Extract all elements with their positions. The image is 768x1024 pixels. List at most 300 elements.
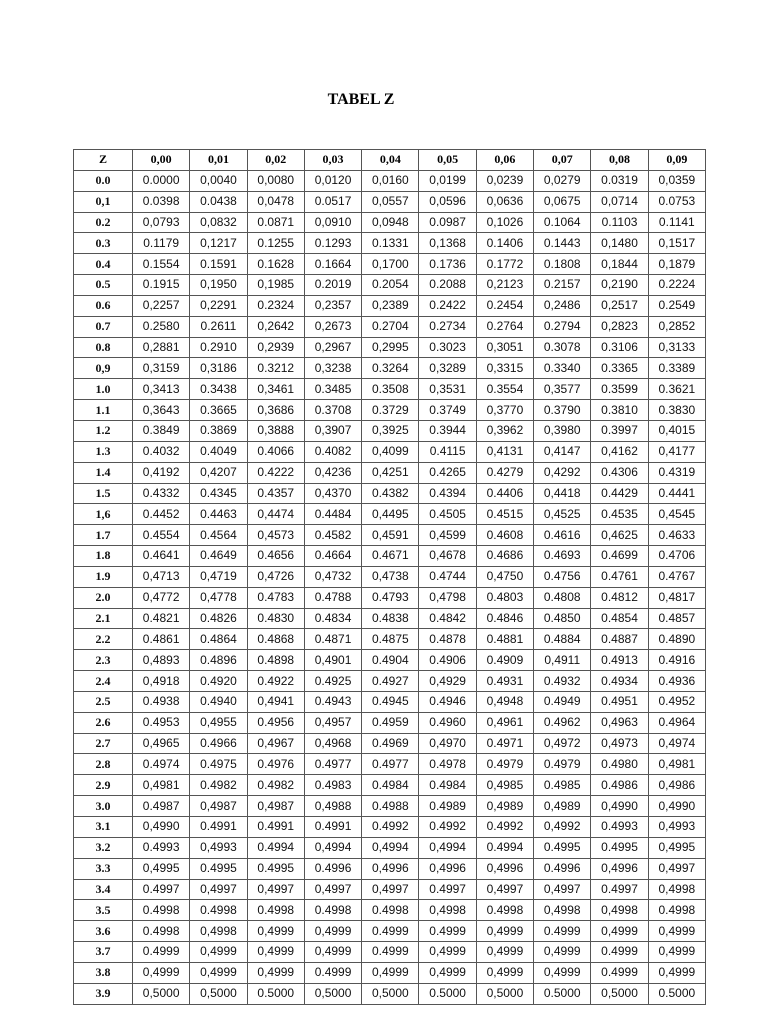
probability-cell: 0.4788 bbox=[304, 587, 361, 608]
probability-cell: 0,4999 bbox=[648, 921, 705, 942]
table-body bbox=[74, 170, 706, 1004]
probability-cell: 0.4686 bbox=[476, 546, 533, 567]
probability-cell: 0.4932 bbox=[534, 671, 591, 692]
table-row bbox=[74, 212, 706, 233]
probability-cell: 0.4991 bbox=[304, 817, 361, 838]
probability-cell: 0.3944 bbox=[419, 420, 476, 441]
probability-cell: 0.2704 bbox=[362, 316, 419, 337]
probability-cell: 0.3869 bbox=[190, 420, 247, 441]
table-row bbox=[74, 921, 706, 942]
probability-cell: 0,3315 bbox=[476, 358, 533, 379]
probability-cell: 0,4994 bbox=[362, 837, 419, 858]
probability-cell: 0.1736 bbox=[419, 254, 476, 275]
z-value-cell: 3.9 bbox=[74, 983, 133, 1004]
z-value-cell: 0.5 bbox=[74, 275, 133, 296]
z-table bbox=[73, 149, 706, 1005]
probability-cell: 0,4986 bbox=[648, 775, 705, 796]
probability-cell: 0.4976 bbox=[247, 754, 304, 775]
probability-cell: 0.4998 bbox=[476, 900, 533, 921]
probability-cell: 0.4983 bbox=[304, 775, 361, 796]
probability-cell: 0,0636 bbox=[476, 191, 533, 212]
probability-cell: 0,4893 bbox=[133, 650, 190, 671]
probability-cell: 0.4693 bbox=[534, 546, 591, 567]
z-value-cell: 0.7 bbox=[74, 316, 133, 337]
column-header: 0,00 bbox=[133, 150, 190, 171]
probability-cell: 0.2324 bbox=[247, 295, 304, 316]
probability-cell: 0.0987 bbox=[419, 212, 476, 233]
probability-cell: 0,0199 bbox=[419, 170, 476, 191]
table-row bbox=[74, 525, 706, 546]
probability-cell: 0,3238 bbox=[304, 358, 361, 379]
probability-cell: 0.2454 bbox=[476, 295, 533, 316]
probability-cell: 0,4955 bbox=[190, 712, 247, 733]
probability-cell: 0.4953 bbox=[133, 712, 190, 733]
probability-cell: 0.3849 bbox=[133, 420, 190, 441]
probability-cell: 0.4999 bbox=[362, 921, 419, 942]
probability-cell: 0,4525 bbox=[534, 504, 591, 525]
probability-cell: 0.3078 bbox=[534, 337, 591, 358]
table-row bbox=[74, 483, 706, 504]
table-row bbox=[74, 608, 706, 629]
probability-cell: 0.4279 bbox=[476, 462, 533, 483]
probability-cell: 0,0239 bbox=[476, 170, 533, 191]
probability-cell: 0,4999 bbox=[419, 942, 476, 963]
z-value-cell: 1.3 bbox=[74, 441, 133, 462]
probability-cell: 0.4406 bbox=[476, 483, 533, 504]
probability-cell: 0.4951 bbox=[591, 691, 648, 712]
probability-cell: 0,1217 bbox=[190, 233, 247, 254]
probability-cell: 0.4943 bbox=[304, 691, 361, 712]
z-value-cell: 3.0 bbox=[74, 796, 133, 817]
probability-cell: 0.1406 bbox=[476, 233, 533, 254]
probability-cell: 0,4545 bbox=[648, 504, 705, 525]
probability-cell: 0.4996 bbox=[304, 858, 361, 879]
probability-cell: 0.4997 bbox=[133, 879, 190, 900]
probability-cell: 0.4994 bbox=[476, 837, 533, 858]
probability-cell: 0,4901 bbox=[304, 650, 361, 671]
probability-cell: 0,3186 bbox=[190, 358, 247, 379]
probability-cell: 0.4854 bbox=[591, 608, 648, 629]
probability-cell: 0,3289 bbox=[419, 358, 476, 379]
table-row bbox=[74, 796, 706, 817]
probability-cell: 0,4981 bbox=[133, 775, 190, 796]
probability-cell: 0.1915 bbox=[133, 275, 190, 296]
probability-cell: 0.4864 bbox=[190, 629, 247, 650]
probability-cell: 0.4962 bbox=[534, 712, 591, 733]
probability-cell: 0,5000 bbox=[476, 983, 533, 1004]
probability-cell: 0,4251 bbox=[362, 462, 419, 483]
probability-cell: 0.2088 bbox=[419, 275, 476, 296]
probability-cell: 0.0871 bbox=[247, 212, 304, 233]
probability-cell: 0,4998 bbox=[534, 900, 591, 921]
probability-cell: 0.4993 bbox=[591, 817, 648, 838]
probability-cell: 0.4979 bbox=[476, 754, 533, 775]
table-row bbox=[74, 504, 706, 525]
probability-cell: 0,4370 bbox=[304, 483, 361, 504]
probability-cell: 0.4582 bbox=[304, 525, 361, 546]
probability-cell: 0,3133 bbox=[648, 337, 705, 358]
probability-cell: 0.4484 bbox=[304, 504, 361, 525]
probability-cell: 0,3925 bbox=[362, 420, 419, 441]
probability-cell: 0.0398 bbox=[133, 191, 190, 212]
probability-cell: 0,2852 bbox=[648, 316, 705, 337]
probability-cell: 0.4699 bbox=[591, 546, 648, 567]
probability-cell: 0,4997 bbox=[190, 879, 247, 900]
z-value-cell: 1.9 bbox=[74, 566, 133, 587]
table-row bbox=[74, 379, 706, 400]
probability-cell: 0,4999 bbox=[190, 962, 247, 983]
z-value-cell: 1.7 bbox=[74, 525, 133, 546]
table-row bbox=[74, 337, 706, 358]
probability-cell: 0,4236 bbox=[304, 462, 361, 483]
probability-cell: 0.4535 bbox=[591, 504, 648, 525]
probability-cell: 0,4099 bbox=[362, 441, 419, 462]
probability-cell: 0,4131 bbox=[476, 441, 533, 462]
z-value-cell: 2.7 bbox=[74, 733, 133, 754]
probability-cell: 0,4495 bbox=[362, 504, 419, 525]
column-header: 0,03 bbox=[304, 150, 361, 171]
table-row bbox=[74, 817, 706, 838]
probability-cell: 0,2389 bbox=[362, 295, 419, 316]
table-row bbox=[74, 671, 706, 692]
probability-cell: 0.4830 bbox=[247, 608, 304, 629]
probability-cell: 0,0557 bbox=[362, 191, 419, 212]
table-header-row bbox=[74, 150, 706, 171]
probability-cell: 0.0438 bbox=[190, 191, 247, 212]
probability-cell: 0.4664 bbox=[304, 546, 361, 567]
probability-cell: 0,4999 bbox=[534, 942, 591, 963]
probability-cell: 0,5000 bbox=[591, 983, 648, 1004]
probability-cell: 0,5000 bbox=[190, 983, 247, 1004]
probability-cell: 0,4997 bbox=[648, 858, 705, 879]
probability-cell: 0.4082 bbox=[304, 441, 361, 462]
probability-cell: 0.1331 bbox=[362, 233, 419, 254]
probability-cell: 0,0040 bbox=[190, 170, 247, 191]
column-header-z: Z bbox=[74, 150, 133, 171]
probability-cell: 0,4918 bbox=[133, 671, 190, 692]
probability-cell: 0,4990 bbox=[133, 817, 190, 838]
probability-cell: 0,4418 bbox=[534, 483, 591, 504]
probability-cell: 0,4941 bbox=[247, 691, 304, 712]
z-value-cell: 2.2 bbox=[74, 629, 133, 650]
z-value-cell: 1,6 bbox=[74, 504, 133, 525]
table-row bbox=[74, 358, 706, 379]
table-row bbox=[74, 837, 706, 858]
probability-cell: 0,0948 bbox=[362, 212, 419, 233]
probability-cell: 0.4984 bbox=[362, 775, 419, 796]
probability-cell: 0.4429 bbox=[591, 483, 648, 504]
probability-cell: 0.4441 bbox=[648, 483, 705, 504]
probability-cell: 0,4985 bbox=[476, 775, 533, 796]
z-value-cell: 3.3 bbox=[74, 858, 133, 879]
probability-cell: 0.4909 bbox=[476, 650, 533, 671]
probability-cell: 0,3577 bbox=[534, 379, 591, 400]
z-value-cell: 3.6 bbox=[74, 921, 133, 942]
probability-cell: 0.4982 bbox=[190, 775, 247, 796]
probability-cell: 0,1368 bbox=[419, 233, 476, 254]
probability-cell: 0,4972 bbox=[534, 733, 591, 754]
z-value-cell: 1.2 bbox=[74, 420, 133, 441]
probability-cell: 0,1879 bbox=[648, 254, 705, 275]
probability-cell: 0,0596 bbox=[419, 191, 476, 212]
probability-cell: 0,4625 bbox=[591, 525, 648, 546]
probability-cell: 0,4957 bbox=[304, 712, 361, 733]
probability-cell: 0,4999 bbox=[476, 921, 533, 942]
probability-cell: 0,4981 bbox=[648, 754, 705, 775]
table-row bbox=[74, 650, 706, 671]
probability-cell: 0.4999 bbox=[304, 962, 361, 983]
probability-cell: 0.4554 bbox=[133, 525, 190, 546]
probability-cell: 0.2054 bbox=[362, 275, 419, 296]
probability-cell: 0.4871 bbox=[304, 629, 361, 650]
z-value-cell: 3.2 bbox=[74, 837, 133, 858]
probability-cell: 0,4999 bbox=[648, 962, 705, 983]
probability-cell: 0,0675 bbox=[534, 191, 591, 212]
probability-cell: 0,5000 bbox=[362, 983, 419, 1004]
probability-cell: 0,2642 bbox=[247, 316, 304, 337]
probability-cell: 0,4996 bbox=[476, 858, 533, 879]
probability-cell: 0,4772 bbox=[133, 587, 190, 608]
probability-cell: 0,4929 bbox=[419, 671, 476, 692]
probability-cell: 0.2764 bbox=[476, 316, 533, 337]
table-row bbox=[74, 170, 706, 191]
probability-cell: 0,3461 bbox=[247, 379, 304, 400]
probability-cell: 0.4803 bbox=[476, 587, 533, 608]
column-header: 0,06 bbox=[476, 150, 533, 171]
probability-cell: 0,2190 bbox=[591, 275, 648, 296]
probability-cell: 0.4633 bbox=[648, 525, 705, 546]
probability-cell: 0.4756 bbox=[534, 566, 591, 587]
table-row bbox=[74, 441, 706, 462]
z-value-cell: 2.6 bbox=[74, 712, 133, 733]
probability-cell: 0,4993 bbox=[190, 837, 247, 858]
probability-cell: 0.4706 bbox=[648, 546, 705, 567]
probability-cell: 0,4798 bbox=[419, 587, 476, 608]
probability-cell: 0.4995 bbox=[591, 837, 648, 858]
probability-cell: 0.4357 bbox=[247, 483, 304, 504]
probability-cell: 0.4761 bbox=[591, 566, 648, 587]
probability-cell: 0.1179 bbox=[133, 233, 190, 254]
probability-cell: 0.4265 bbox=[419, 462, 476, 483]
probability-cell: 0.4649 bbox=[190, 546, 247, 567]
probability-cell: 0.5000 bbox=[419, 983, 476, 1004]
probability-cell: 0,3770 bbox=[476, 400, 533, 421]
probability-cell: 0.3023 bbox=[419, 337, 476, 358]
probability-cell: 0,4999 bbox=[648, 942, 705, 963]
probability-cell: 0.4925 bbox=[304, 671, 361, 692]
z-value-cell: 1.4 bbox=[74, 462, 133, 483]
probability-cell: 0,4738 bbox=[362, 566, 419, 587]
probability-cell: 0.4945 bbox=[362, 691, 419, 712]
probability-cell: 0.4463 bbox=[190, 504, 247, 525]
table-row bbox=[74, 400, 706, 421]
probability-cell: 0,4996 bbox=[362, 858, 419, 879]
probability-cell: 0.4927 bbox=[362, 671, 419, 692]
probability-cell: 0,4999 bbox=[304, 921, 361, 942]
probability-cell: 0.4878 bbox=[419, 629, 476, 650]
probability-cell: 0.1255 bbox=[247, 233, 304, 254]
probability-cell: 0.4992 bbox=[362, 817, 419, 838]
probability-cell: 0.3438 bbox=[190, 379, 247, 400]
probability-cell: 0,2291 bbox=[190, 295, 247, 316]
probability-cell: 0.0000 bbox=[133, 170, 190, 191]
probability-cell: 0.2224 bbox=[648, 275, 705, 296]
probability-cell: 0,4911 bbox=[534, 650, 591, 671]
probability-cell: 0.4382 bbox=[362, 483, 419, 504]
probability-cell: 0,1026 bbox=[476, 212, 533, 233]
probability-cell: 0.4916 bbox=[648, 650, 705, 671]
table-row bbox=[74, 316, 706, 337]
z-value-cell: 0.6 bbox=[74, 295, 133, 316]
probability-cell: 0,4970 bbox=[419, 733, 476, 754]
probability-cell: 0.4980 bbox=[591, 754, 648, 775]
probability-cell: 0.3340 bbox=[534, 358, 591, 379]
probability-cell: 0.4838 bbox=[362, 608, 419, 629]
probability-cell: 0.4319 bbox=[648, 462, 705, 483]
probability-cell: 0.2019 bbox=[304, 275, 361, 296]
probability-cell: 0.4998 bbox=[304, 900, 361, 921]
probability-cell: 0.5000 bbox=[534, 983, 591, 1004]
probability-cell: 0.4974 bbox=[133, 754, 190, 775]
probability-cell: 0,4998 bbox=[190, 921, 247, 942]
probability-cell: 0,4177 bbox=[648, 441, 705, 462]
probability-cell: 0,4591 bbox=[362, 525, 419, 546]
probability-cell: 0.4994 bbox=[247, 837, 304, 858]
probability-cell: 0.4999 bbox=[534, 921, 591, 942]
probability-cell: 0.3708 bbox=[304, 400, 361, 421]
probability-cell: 0,2517 bbox=[591, 295, 648, 316]
table-row bbox=[74, 942, 706, 963]
probability-cell: 0,1517 bbox=[648, 233, 705, 254]
probability-cell: 0,2486 bbox=[534, 295, 591, 316]
probability-cell: 0.4032 bbox=[133, 441, 190, 462]
column-header: 0,01 bbox=[190, 150, 247, 171]
probability-cell: 0,4999 bbox=[591, 921, 648, 942]
table-row bbox=[74, 879, 706, 900]
probability-cell: 0,4999 bbox=[247, 942, 304, 963]
probability-cell: 0.4826 bbox=[190, 608, 247, 629]
probability-cell: 0,2257 bbox=[133, 295, 190, 316]
probability-cell: 0,4995 bbox=[133, 858, 190, 879]
probability-cell: 0,4989 bbox=[534, 796, 591, 817]
table-row bbox=[74, 295, 706, 316]
column-header: 0,04 bbox=[362, 150, 419, 171]
probability-cell: 0,2939 bbox=[247, 337, 304, 358]
probability-cell: 0.4394 bbox=[419, 483, 476, 504]
probability-cell: 0.4887 bbox=[591, 629, 648, 650]
probability-cell: 0,0120 bbox=[304, 170, 361, 191]
probability-cell: 0.5000 bbox=[648, 983, 705, 1004]
probability-cell: 0.4978 bbox=[419, 754, 476, 775]
probability-cell: 0.4890 bbox=[648, 629, 705, 650]
z-value-cell: 2.5 bbox=[74, 691, 133, 712]
probability-cell: 0,4996 bbox=[419, 858, 476, 879]
probability-cell: 0.4793 bbox=[362, 587, 419, 608]
probability-cell: 0.4959 bbox=[362, 712, 419, 733]
probability-cell: 0.5000 bbox=[247, 983, 304, 1004]
z-value-cell: 0.4 bbox=[74, 254, 133, 275]
probability-cell: 0.4979 bbox=[534, 754, 591, 775]
z-value-cell: 3.7 bbox=[74, 942, 133, 963]
probability-cell: 0.2611 bbox=[190, 316, 247, 337]
probability-cell: 0.4812 bbox=[591, 587, 648, 608]
probability-cell: 0.4991 bbox=[247, 817, 304, 838]
probability-cell: 0.3599 bbox=[591, 379, 648, 400]
probability-cell: 0,4999 bbox=[304, 942, 361, 963]
table-row bbox=[74, 546, 706, 567]
probability-cell: 0.4993 bbox=[133, 837, 190, 858]
probability-cell: 0.3554 bbox=[476, 379, 533, 400]
probability-cell: 0.3810 bbox=[591, 400, 648, 421]
probability-cell: 0.4846 bbox=[476, 608, 533, 629]
probability-cell: 0.4956 bbox=[247, 712, 304, 733]
probability-cell: 0.4306 bbox=[591, 462, 648, 483]
probability-cell: 0,4998 bbox=[648, 879, 705, 900]
probability-cell: 0.3621 bbox=[648, 379, 705, 400]
probability-cell: 0.4964 bbox=[648, 712, 705, 733]
probability-cell: 0.4969 bbox=[362, 733, 419, 754]
probability-cell: 0.4834 bbox=[304, 608, 361, 629]
probability-cell: 0.2910 bbox=[190, 337, 247, 358]
probability-cell: 0.4992 bbox=[419, 817, 476, 838]
probability-cell: 0,4999 bbox=[190, 942, 247, 963]
probability-cell: 0.4975 bbox=[190, 754, 247, 775]
probability-cell: 0,4963 bbox=[591, 712, 648, 733]
probability-cell: 0.4998 bbox=[133, 921, 190, 942]
probability-cell: 0.1554 bbox=[133, 254, 190, 275]
probability-cell: 0.4991 bbox=[190, 817, 247, 838]
z-value-cell: 3.4 bbox=[74, 879, 133, 900]
column-header: 0,08 bbox=[591, 150, 648, 171]
table-row bbox=[74, 754, 706, 775]
probability-cell: 0.2549 bbox=[648, 295, 705, 316]
probability-cell: 0.4515 bbox=[476, 504, 533, 525]
probability-cell: 0.4744 bbox=[419, 566, 476, 587]
probability-cell: 0,0279 bbox=[534, 170, 591, 191]
column-header: 0,02 bbox=[247, 150, 304, 171]
probability-cell: 0.0319 bbox=[591, 170, 648, 191]
probability-cell: 0.4940 bbox=[190, 691, 247, 712]
probability-cell: 0.1443 bbox=[534, 233, 591, 254]
probability-cell: 0,4997 bbox=[247, 879, 304, 900]
page-title: TABEL Z bbox=[327, 91, 395, 108]
probability-cell: 0,0832 bbox=[190, 212, 247, 233]
probability-cell: 0.4222 bbox=[247, 462, 304, 483]
probability-cell: 0.4999 bbox=[591, 942, 648, 963]
probability-cell: 0.3106 bbox=[591, 337, 648, 358]
probability-cell: 0.3665 bbox=[190, 400, 247, 421]
probability-cell: 0.4936 bbox=[648, 671, 705, 692]
table-row bbox=[74, 587, 706, 608]
probability-cell: 0,5000 bbox=[304, 983, 361, 1004]
probability-cell: 0.4987 bbox=[133, 796, 190, 817]
probability-cell: 0.4960 bbox=[419, 712, 476, 733]
probability-cell: 0,3686 bbox=[247, 400, 304, 421]
probability-cell: 0.1628 bbox=[247, 254, 304, 275]
probability-cell: 0.4505 bbox=[419, 504, 476, 525]
table-row bbox=[74, 462, 706, 483]
probability-cell: 0.4066 bbox=[247, 441, 304, 462]
probability-cell: 0,4147 bbox=[534, 441, 591, 462]
probability-cell: 0.4949 bbox=[534, 691, 591, 712]
probability-cell: 0.4641 bbox=[133, 546, 190, 567]
probability-cell: 0.4984 bbox=[419, 775, 476, 796]
probability-cell: 0,4999 bbox=[534, 962, 591, 983]
z-value-cell: 2.4 bbox=[74, 671, 133, 692]
probability-cell: 0.1064 bbox=[534, 212, 591, 233]
probability-cell: 0.4946 bbox=[419, 691, 476, 712]
probability-cell: 0,3159 bbox=[133, 358, 190, 379]
